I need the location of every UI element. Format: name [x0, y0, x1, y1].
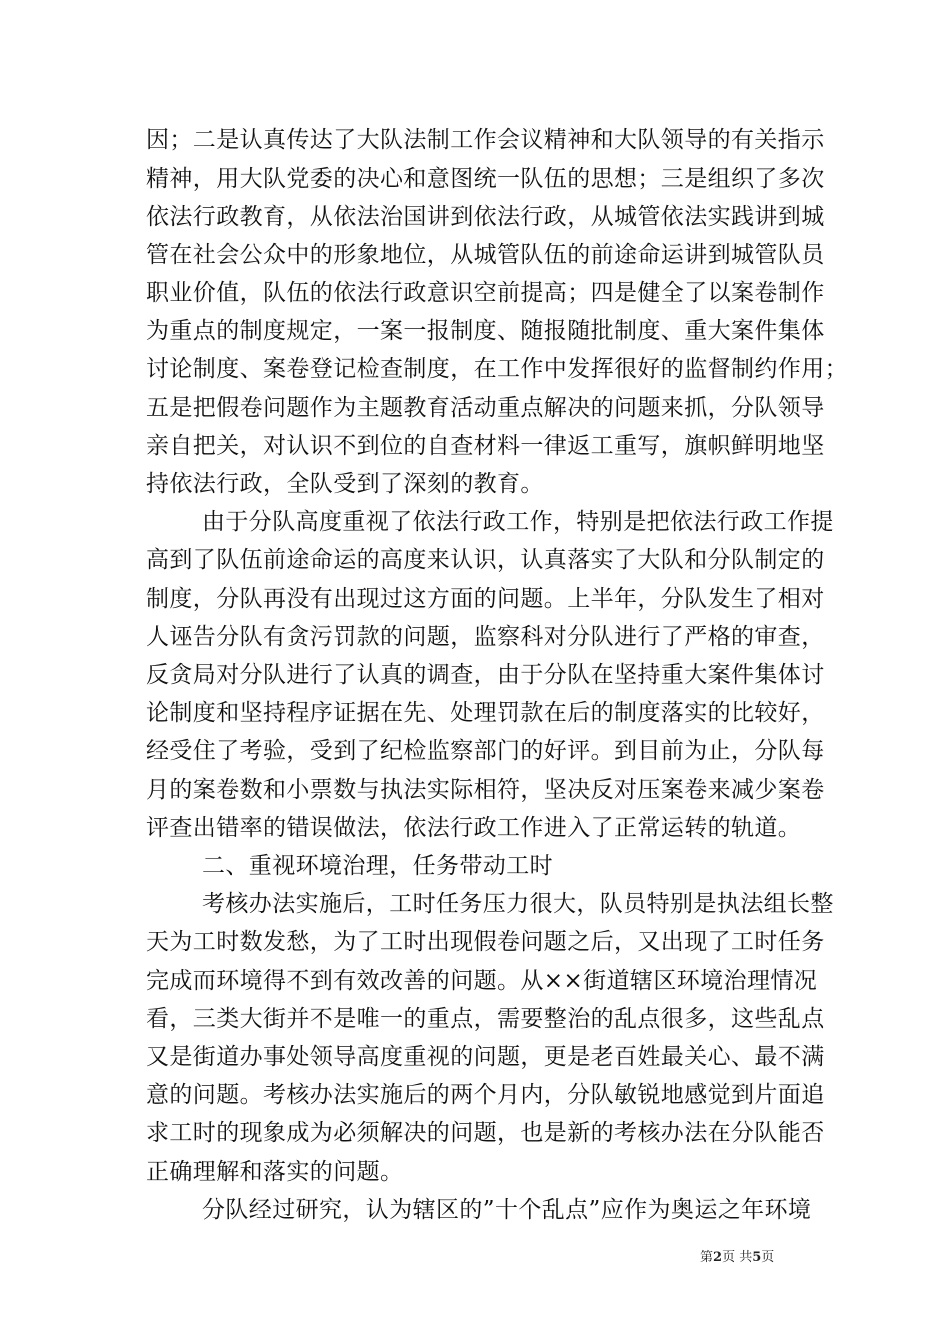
text-line: 反贪局对分队进行了认真的调查，由于分队在坚持重大案件集体讨 [146, 662, 825, 688]
text-line: 完成而环境得不到有效改善的问题。从××街道辖区环境治理情况 [146, 968, 818, 994]
text-line: 正确理解和落实的问题。 [146, 1159, 404, 1185]
paragraph-start: 分队经过研究，认为辖区的”十个乱点”应作为奥运之年环境 [202, 1197, 812, 1223]
text-line: 意的问题。考核办法实施后的两个月内，分队敏锐地感觉到片面追 [146, 1082, 825, 1108]
page-number-footer [700, 1249, 820, 1267]
text-line: 高到了队伍前途命运的高度来认识，认真落实了大队和分队制定的 [146, 547, 825, 573]
text-line: 精神，用大队党委的决心和意图统一队伍的思想；三是组织了多次 [146, 166, 825, 192]
text-line: 持依法行政，全队受到了深刻的教育。 [146, 471, 544, 497]
footer-prefix: 第 [700, 1250, 714, 1265]
text-line: 管在社会公众中的形象地位，从城管队伍的前途命运讲到城管队员 [146, 242, 825, 268]
text-line: 因；二是认真传达了大队法制工作会议精神和大队领导的有关指示 [146, 127, 825, 153]
paragraph-start: 由于分队高度重视了依法行政工作，特别是把依法行政工作提 [202, 509, 834, 535]
paragraph-start: 考核办法实施后，工时任务压力很大，队员特别是执法组长整 [202, 891, 834, 917]
text-line: 为重点的制度规定，一案一报制度、随报随批制度、重大案件集体 [146, 318, 825, 344]
text-line: 讨论制度、案卷登记检查制度，在工作中发挥很好的监督制约作用； [146, 356, 848, 382]
total-page-count: 5 [752, 1250, 762, 1265]
text-line: 月的案卷数和小票数与执法实际相符，坚决反对压案卷来减少案卷 [146, 777, 825, 803]
section-heading: 二、重视环境治理，任务带动工时 [202, 853, 553, 879]
text-line: 论制度和坚持程序证据在先、处理罚款在后的制度落实的比较好， [146, 700, 825, 726]
text-line: 亲自把关，对认识不到位的自查材料一律返工重写，旗帜鲜明地坚 [146, 433, 825, 459]
current-page-number: 2 [713, 1250, 723, 1265]
text-line: 人诬告分队有贪污罚款的问题，监察科对分队进行了严格的审查， [146, 624, 825, 650]
text-line: 评查出错率的错误做法，依法行政工作进入了正常运转的轨道。 [146, 815, 802, 841]
text-line: 制度，分队再没有出现过这方面的问题。上半年，分队发生了相对 [146, 586, 825, 612]
text-line: 看，三类大街并不是唯一的重点，需要整治的乱点很多，这些乱点 [146, 1006, 825, 1032]
text-line: 职业价值，队伍的依法行政意识空前提高；四是健全了以案卷制作 [146, 280, 825, 306]
footer-suffix: 页 [761, 1250, 775, 1265]
text-line: 求工时的现象成为必须解决的问题，也是新的考核办法在分队能否 [146, 1120, 825, 1146]
footer-middle: 页 共 [722, 1250, 753, 1265]
text-line: 五是把假卷问题作为主题教育活动重点解决的问题来抓，分队领导 [146, 395, 825, 421]
text-line: 依法行政教育，从依法治国讲到依法行政，从城管依法实践讲到城 [146, 204, 825, 230]
text-line: 经受住了考验，受到了纪检监察部门的好评。到目前为止，分队每 [146, 738, 825, 764]
text-line: 天为工时数发愁，为了工时出现假卷问题之后，又出现了工时任务 [146, 929, 825, 955]
text-line: 又是街道办事处领导高度重视的问题，更是老百姓最关心、最不满 [146, 1044, 825, 1070]
